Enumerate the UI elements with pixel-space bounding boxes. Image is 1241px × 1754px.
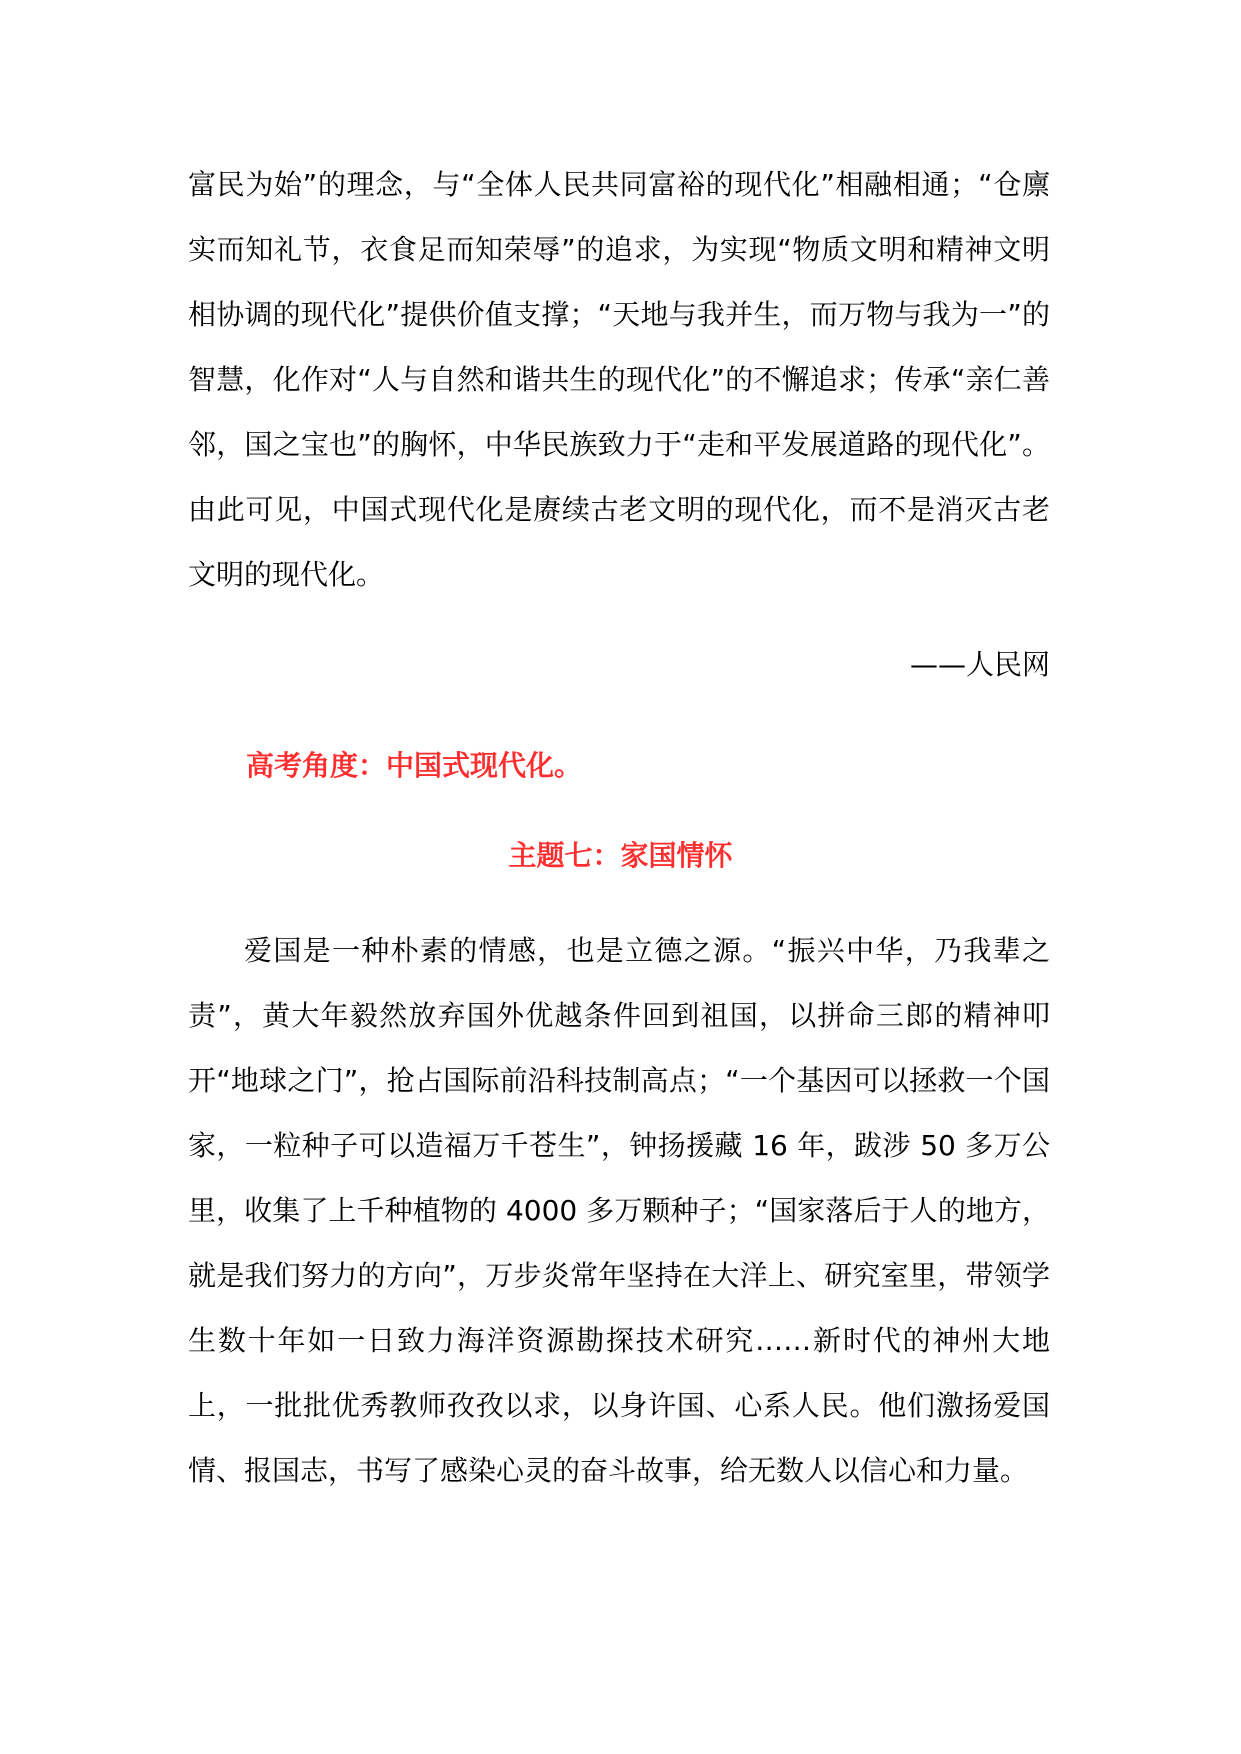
body-paragraph-modernization: 富民为始”的理念，与“全体人民共同富裕的现代化”相融相通；“仓廪实而知礼节，衣食足而知荣辱”的追求，为实现“物质文明和精神文明相协调的现代化”提供价值支撑；“天地与我并生，而万物与我为一”的智慧，化作对“人与自然和谐共生的现代化”的不懈追求；传承“亲仁善邻，国之宝也”的胸怀，中华民族致力于“走和平发展道路的现代化”。由此可见，中国式现代化是赓续古老文明的现代化，而不是消灭古老文明的现代化。 [188,168,1050,591]
body-paragraph-patriotism: 爱国是一种朴素的情感，也是立德之源。“振兴中华，乃我辈之责”，黄大年毅然放弃国外优越条件回到祖国，以拼命三郎的精神叩开“地球之门”，抢占国际前沿科技制高点；“一个基因可以拯救一个国家，一粒种子可以造福万千苍生”，钟扬援藏 16 年，跋涉 50 多万公里，收集了上千种植物的 4000 多万颗种子；“国家落后于人的地方，就是我们努力的方向”，万步炎常年坚持在大洋上、研究室里，带领学生数十年如一日致力海洋资源勘探技术研究……新时代的神州大地上，一批批优秀教师孜孜以求，以身许国、心系人民。他们激扬爱国情、报国志，书写了感染心灵的奋斗故事，给无数人以信心和力量。 [188,934,1050,1487]
theme-heading: 主题七：家国情怀 [508,839,733,872]
source-attribution: ——人民网 [909,648,1050,681]
exam-angle-note: 高考角度：中国式现代化。 [246,749,583,782]
